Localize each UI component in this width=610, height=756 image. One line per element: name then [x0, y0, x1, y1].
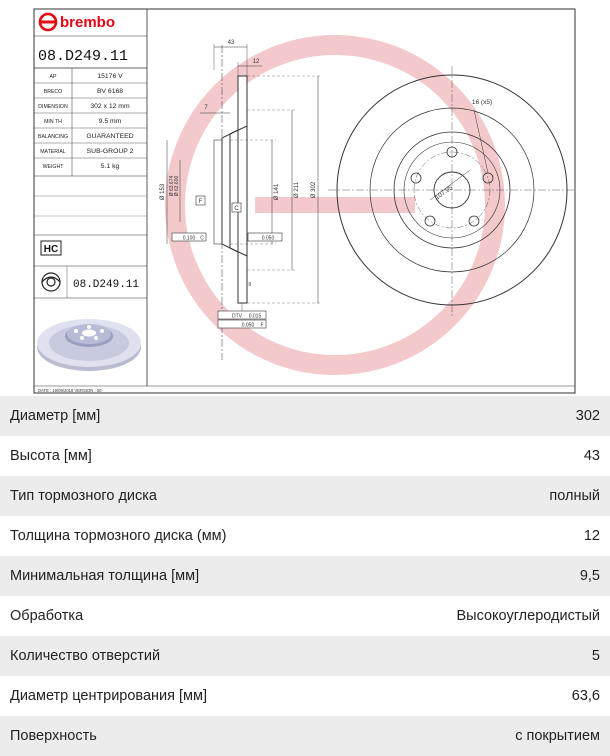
spec-value: 63,6 [571, 688, 600, 704]
tol-left: 0.100 [182, 235, 196, 242]
spec-row [0, 556, 610, 596]
brembo-logo [40, 14, 115, 31]
info-value: 302 x 12 mm [90, 103, 130, 110]
spec-value: Высокоуглеродистый [456, 608, 600, 624]
info-key: AP [49, 74, 57, 80]
svg-text:HC: HC [43, 244, 59, 255]
spec-value: полный [549, 488, 600, 504]
dim-12: 12 [252, 59, 260, 65]
info-key: DIMENSION [38, 104, 68, 110]
info-value: SUB-GROUP 2 [86, 148, 134, 155]
spec-label: Диаметр [мм] [10, 408, 101, 424]
info-value: GUARANTEED [86, 133, 134, 140]
spec-label: Обработка [10, 608, 84, 624]
spec-value: 12 [583, 528, 600, 544]
dim-d302: Ø 302 [311, 181, 317, 199]
spec-row [0, 436, 610, 476]
spec-row [0, 676, 610, 716]
datum-f: F [198, 199, 203, 205]
dim-pcd: 107.95 [433, 184, 455, 202]
dim-holes: 16 (x5) [471, 99, 493, 106]
spec-value: 302 [575, 408, 600, 424]
info-row [34, 73, 147, 83]
info-value: 15176 V [97, 73, 123, 80]
tol-left-ref: C [200, 235, 204, 242]
part-number-title: 08.D249.11 [38, 48, 129, 65]
spec-value: 43 [583, 448, 600, 464]
info-key: WEIGHT [42, 164, 64, 170]
info-value: 9.5 mm [98, 118, 122, 125]
info-key: BRECO [43, 89, 63, 95]
datum-c: C [234, 206, 239, 212]
dim-d153: Ø 153 [160, 183, 166, 201]
spec-row [0, 516, 610, 556]
brand-name: brembo [60, 14, 116, 31]
spec-label: Диаметр центрирования [мм] [10, 688, 208, 704]
info-row [34, 118, 147, 128]
dim-d63674: Ø 63.674 [169, 175, 175, 197]
dim-d211: Ø 211 [294, 182, 300, 198]
spec-row [0, 596, 610, 636]
tol-right: 0.050 [261, 235, 275, 242]
hc-badge [41, 241, 61, 255]
info-row [34, 88, 147, 98]
dim-d141: Ø 141 [274, 183, 280, 201]
spec-value: 5 [591, 648, 600, 664]
date-line: DATE : 19/09/2018 VERSION : 00 [38, 388, 102, 393]
spec-row [0, 476, 610, 516]
info-row [34, 133, 147, 143]
spec-value: с покрытием [515, 728, 600, 744]
coating-icon [42, 273, 60, 291]
spec-row [0, 636, 610, 676]
part-number-bottom: 08.D249.11 [73, 279, 140, 291]
dtv-label: DTV [232, 313, 242, 320]
info-key: MATERIAL [40, 149, 66, 155]
spec-row [0, 716, 610, 756]
disc-product-image [37, 319, 141, 371]
info-key: BALANCING [38, 134, 68, 140]
dim-43: 43 [227, 40, 235, 46]
spec-row [0, 396, 610, 436]
runout-ref: F [260, 322, 264, 329]
info-row [34, 148, 147, 158]
dim-d63600: Ø 63.600 [174, 175, 180, 197]
info-table [34, 68, 147, 176]
runout-value: 0.050 [241, 322, 255, 329]
spec-label: Толщина тормозного диска (мм) [10, 528, 227, 544]
spec-value: 9,5 [579, 568, 600, 584]
dtv-value: 0.015 [248, 313, 262, 320]
spec-label: Поверхность [10, 728, 97, 744]
dim-7: 7 [204, 105, 208, 111]
spec-label: Минимальная толщина [мм] [10, 568, 200, 584]
spec-label: Количество отверстий [10, 648, 161, 664]
spec-label: Высота [мм] [10, 448, 92, 464]
spec-label: Тип тормозного диска [10, 488, 157, 504]
xx-label: xx [247, 281, 252, 287]
specs-table [0, 396, 610, 756]
info-value: 5.1 kg [100, 163, 120, 170]
info-row [34, 163, 147, 176]
info-key: MIN TH [44, 119, 62, 125]
info-row [34, 103, 147, 113]
info-value: BV 6168 [96, 88, 124, 95]
